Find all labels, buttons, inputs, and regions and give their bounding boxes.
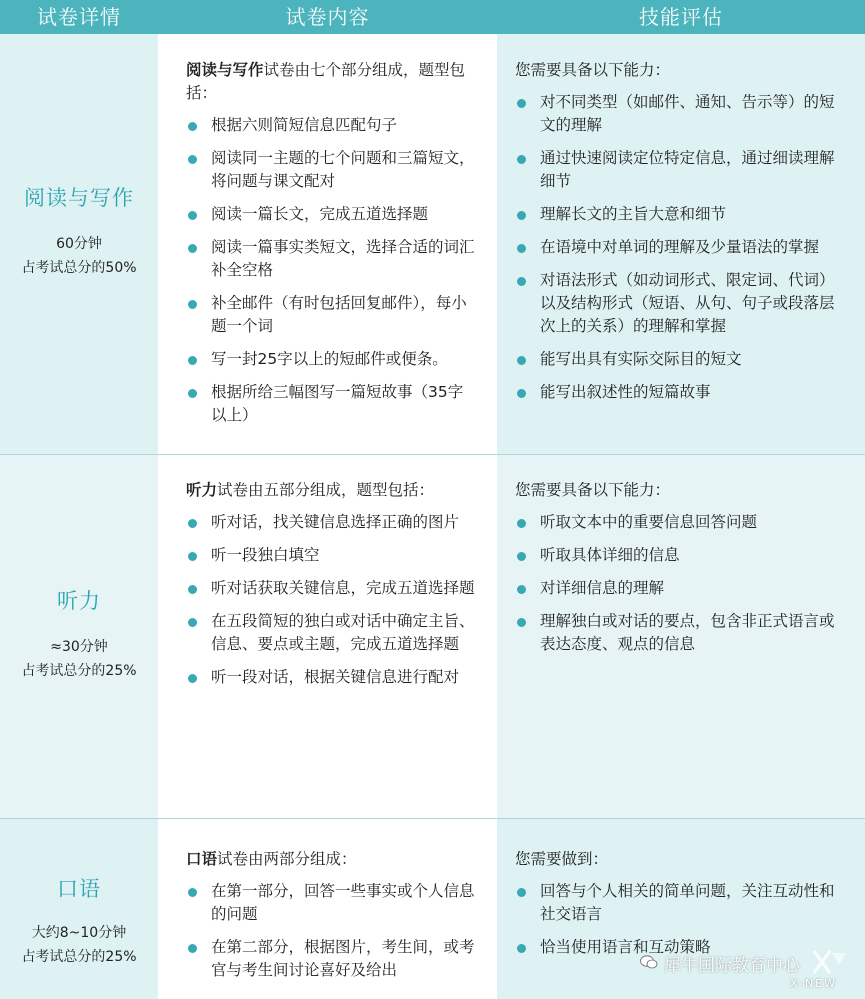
- list-item: 理解独白或对话的要点，包含非正式语言或表达态度、观点的信息: [515, 610, 845, 656]
- exam-content: [186, 59, 478, 437]
- list-item: 通过快速阅读定位特定信息，通过细读理解细节: [515, 147, 845, 193]
- list-item: 根据所给三幅图写一篇短故事（35字以上）: [186, 381, 478, 427]
- content-list: [186, 511, 478, 689]
- skills-list: [515, 91, 845, 404]
- bullet-icon: [188, 519, 197, 528]
- content-intro: [186, 848, 478, 871]
- content-intro: [186, 479, 478, 502]
- header-skill-assessment: 技能评估: [639, 5, 723, 29]
- bullet-icon: [517, 244, 526, 253]
- bullet-icon: [517, 155, 526, 164]
- bullet-icon: [517, 888, 526, 897]
- list-item: 听对话获取关键信息，完成五道选择题: [186, 577, 478, 600]
- list-item: 回答与个人相关的简单问题，关注互动性和社交语言: [515, 880, 845, 926]
- section-title: 听力: [57, 589, 101, 613]
- skill-assessment: [515, 59, 845, 414]
- content-intro-rest: 试卷由七个部分组成，题型包括：: [186, 61, 466, 102]
- content-intro-bold: 听力: [186, 481, 218, 499]
- section-weight: 占考试总分的50%: [21, 260, 137, 276]
- content-intro-bold: 阅读与写作: [186, 61, 264, 79]
- list-item: 在语境中对单词的理解及少量语法的掌握: [515, 236, 845, 259]
- bullet-icon: [188, 300, 197, 309]
- list-item: 恰当使用语言和互动策略: [515, 936, 845, 959]
- header-exam-content: 试卷内容: [285, 5, 370, 29]
- section-duration: 大约8~10分钟: [31, 925, 127, 941]
- list-item: 在第二部分，根据图片，考生间，或考官与考生间讨论喜好及给出: [186, 936, 478, 982]
- bullet-icon: [517, 99, 526, 108]
- bullet-icon: [517, 618, 526, 627]
- bullet-icon: [517, 585, 526, 594]
- bullet-icon: [188, 211, 197, 220]
- section-meta: [0, 635, 158, 683]
- skills-intro: 您需要具备以下能力：: [515, 481, 671, 499]
- section-weight: 占考试总分的25%: [21, 949, 137, 965]
- bullet-icon: [517, 552, 526, 561]
- watermark: [640, 945, 865, 999]
- list-item: 对不同类型（如邮件、通知、告示等）的短文的理解: [515, 91, 845, 137]
- list-item: 听取文本中的重要信息回答问题: [515, 511, 845, 534]
- bullet-icon: [188, 618, 197, 627]
- bullet-icon: [188, 674, 197, 683]
- section-duration: ≈30分钟: [50, 639, 108, 655]
- section-listening: [0, 455, 865, 818]
- section-title: 口语: [57, 877, 101, 901]
- section-meta: [0, 232, 158, 280]
- list-item: 写一封25字以上的短邮件或便条。: [186, 348, 478, 371]
- watermark-text: 犀牛国际教育中心: [664, 956, 800, 976]
- list-item: 在第一部分，回答一些事实或个人信息的问题: [186, 880, 478, 926]
- bullet-icon: [517, 277, 526, 286]
- bullet-icon: [188, 244, 197, 253]
- bullet-icon: [188, 888, 197, 897]
- table-header: [0, 0, 865, 34]
- content-list: [186, 880, 478, 982]
- list-item: 理解长文的主旨大意和细节: [515, 203, 845, 226]
- list-item: 听一段独白填空: [186, 544, 478, 567]
- bullet-icon: [517, 389, 526, 398]
- list-item: 能写出具有实际交际目的短文: [515, 348, 845, 371]
- exam-content: [186, 479, 478, 699]
- section-duration: 60分钟: [56, 236, 102, 252]
- list-item: 根据六则简短信息匹配句子: [186, 114, 478, 137]
- section-reading-writing: [0, 34, 865, 454]
- content-intro: [186, 59, 478, 105]
- list-item: 听对话，找关键信息选择正确的图片: [186, 511, 478, 534]
- content-list: [186, 114, 478, 427]
- content-intro-bold: 口语: [186, 850, 218, 868]
- list-item: 阅读一篇长文，完成五道选择题: [186, 203, 478, 226]
- section-weight: 占考试总分的25%: [21, 663, 137, 679]
- xnew-logo-icon: [810, 947, 850, 977]
- content-intro-rest: 试卷由五部分组成，题型包括：: [217, 481, 435, 499]
- bullet-icon: [517, 356, 526, 365]
- skills-intro: 您需要做到：: [515, 850, 609, 868]
- list-item: 阅读一篇事实类短文，选择合适的词汇补全空格: [186, 236, 478, 282]
- bullet-icon: [188, 944, 197, 953]
- bullet-icon: [517, 519, 526, 528]
- wechat-icon: [640, 955, 658, 969]
- list-item: 听取具体详细的信息: [515, 544, 845, 567]
- list-item: 补全邮件（有时包括回复邮件），每小题一个词: [186, 292, 478, 338]
- skill-assessment: [515, 479, 845, 666]
- bullet-icon: [188, 552, 197, 561]
- content-intro-rest: 试卷由两部分组成：: [217, 850, 357, 868]
- section-title: 阅读与写作: [24, 186, 134, 210]
- list-item: 在五段简短的独白或对话中确定主旨、信息、要点或主题，完成五道选择题: [186, 610, 478, 656]
- bullet-icon: [188, 356, 197, 365]
- list-item: 听一段对话，根据关键信息进行配对: [186, 666, 478, 689]
- skills-list: [515, 511, 845, 656]
- list-item: 对详细信息的理解: [515, 577, 845, 600]
- list-item: 能写出叙述性的短篇故事: [515, 381, 845, 404]
- bullet-icon: [517, 211, 526, 220]
- list-item: 对语法形式（如动词形式、限定词、代词）以及结构形式（短语、从句、句子或段落层次上的关系）的理解和掌握: [515, 269, 845, 338]
- bullet-icon: [188, 122, 197, 131]
- bullet-icon: [188, 585, 197, 594]
- header-exam-details: 试卷详情: [37, 5, 121, 29]
- bullet-icon: [188, 155, 197, 164]
- skills-intro: 您需要具备以下能力：: [515, 61, 671, 79]
- watermark-sub: X-NEW: [790, 977, 838, 990]
- bullet-icon: [188, 389, 197, 398]
- section-meta: [0, 921, 158, 969]
- bullet-icon: [517, 944, 526, 953]
- exam-content: [186, 848, 478, 992]
- list-item: 阅读同一主题的七个问题和三篇短文，将问题与课文配对: [186, 147, 478, 193]
